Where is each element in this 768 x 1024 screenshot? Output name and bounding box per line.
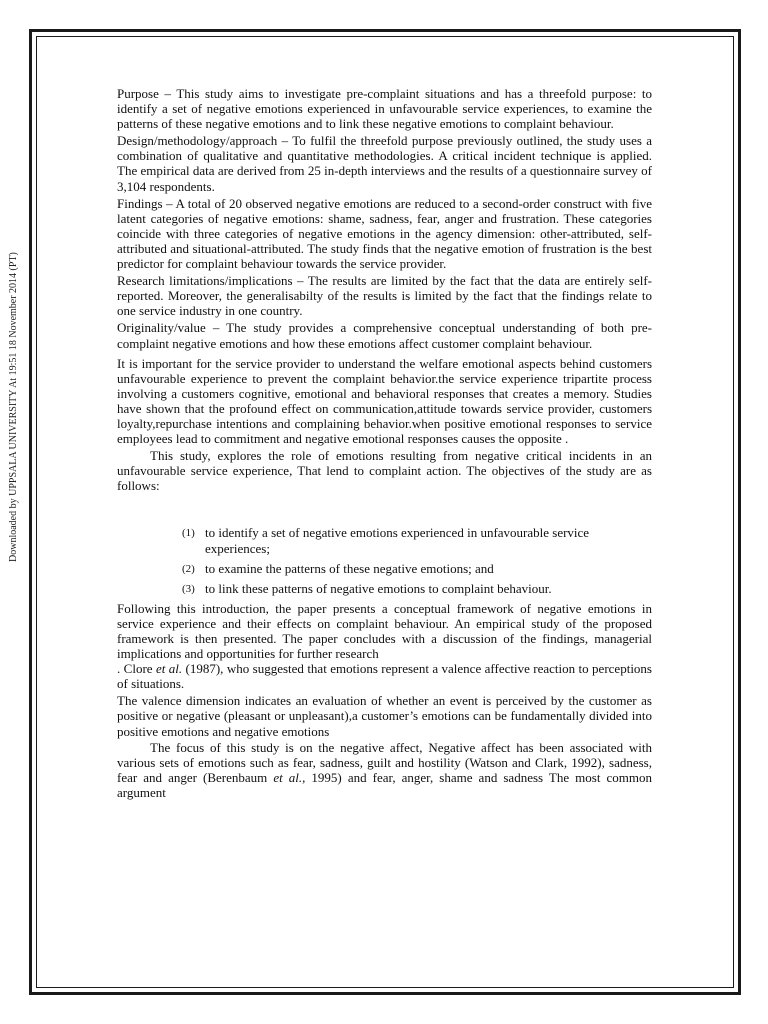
document-body <box>117 86 652 800</box>
paragraph-valence: The valence dimension indicates an evaluation of whether an event is perceived by the customer as positive or negative (pleasant or unpleasant),a customer’s emotions can be fundamentally divided into positive emotions and negative emotions <box>117 693 652 739</box>
objective-text: to examine the patterns of these negative emotions; and <box>205 560 494 576</box>
objective-item <box>117 561 652 576</box>
objective-item <box>117 581 652 596</box>
abstract-originality: Originality/value – The study provides a comprehensive conceptual understanding of both pre-complaint negative emotions and how these emotions affect customer complaint behaviour. <box>117 320 652 351</box>
clore-suffix: (1987), who suggested that emotions represent a valence affective reaction to perceptions of situations. <box>117 661 652 692</box>
abstract-purpose: Purpose – This study aims to investigate pre-complaint situations and has a threefold purpose: to identify a set of negative emotions experienced in unfavourable service experiences, to examine the patterns of these negative emotions and to link these negative emotions to complaint behaviour. <box>117 86 652 132</box>
paragraph-importance: It is important for the service provider to understand the welfare emotional aspects behind customers unfavourable experience to prevent the complaint behavior.the service experience tripartite process involving a customers cognitive, emotional and behavioral responses that creates a memory. Studies have shown that the profound effect on communication,attitude towards service provider, customers loyalty,repurchase intentions and complaining behavior.when positive emotional responses to service employees lead to commitment and negative emotional responses causes the opposite . <box>117 355 652 447</box>
abstract-findings: Findings – A total of 20 observed negative emotions are reduced to a second-order construct with five latent categories of negative emotions: shame, sadness, fear, anger and frustration. These categories coincide with three categories of negative emotions in the agency dimension: other-attributed, self-attributed and situational-attributed. The study finds that the negative emotion of frustration is the best predictor for complaint behaviour towards the service provider. <box>117 195 652 272</box>
abstract-limitations: Research limitations/implications – The results are limited by the fact that the data are entirely self-reported. Moreover, the generalisabilty of the results is limited by the fact that the findings relate to one service industry in one country. <box>117 273 652 319</box>
objectives-list <box>117 525 652 595</box>
objective-text: to link these patterns of negative emotions to complaint behaviour. <box>205 580 552 596</box>
objective-number: (3) <box>182 582 195 595</box>
download-stamp: Downloaded by UPPSALA UNIVERSITY At 19:51 18 November 2014 (PT) <box>8 252 19 562</box>
objective-number: (1) <box>182 527 195 540</box>
paragraph-framework: Following this introduction, the paper presents a conceptual framework of negative emotions in service experience and their effects on complaint behaviour. An empirical study of the proposed framework is then presented. The paper concludes with a discussion of the findings, managerial implications and opportunities for further research <box>117 600 652 662</box>
abstract-design: Design/methodology/approach – To fulfil the threefold purpose previously outlined, the study uses a combination of qualitative and quantitative methodologies. A critical incident technique is applied. The empirical data are derived from 25 in-depth interviews and the results of a questionnaire survey of 3,104 respondents. <box>117 133 652 194</box>
focus-et-al: et al. <box>273 769 303 785</box>
paragraph-clore <box>117 661 652 691</box>
objective-text: to identify a set of negative emotions experienced in unfavourable service experiences; <box>205 525 590 556</box>
focus-part-1: The focus of this study is on the negative affect, Negative affect has been associated with various sets of emotions such as fear, sadness, guilt and hostility (Watson and Clark, 1992), sadness, fear and anger (Berenbaum <box>117 739 652 785</box>
clore-prefix: . Clore <box>117 661 156 677</box>
paragraph-this-study: This study, explores the role of emotions resulting from negative critical incidents in an unfavourable service experience, That lend to complaint action. The objectives of the study are as follows: <box>117 448 652 494</box>
focus-part-2: , 1995) and fear, anger, shame and sadness The most common argument <box>117 769 653 800</box>
clore-et-al: et al. <box>155 661 183 677</box>
objective-number: (2) <box>182 562 195 575</box>
objective-item <box>117 525 652 555</box>
paragraph-focus <box>117 740 652 800</box>
